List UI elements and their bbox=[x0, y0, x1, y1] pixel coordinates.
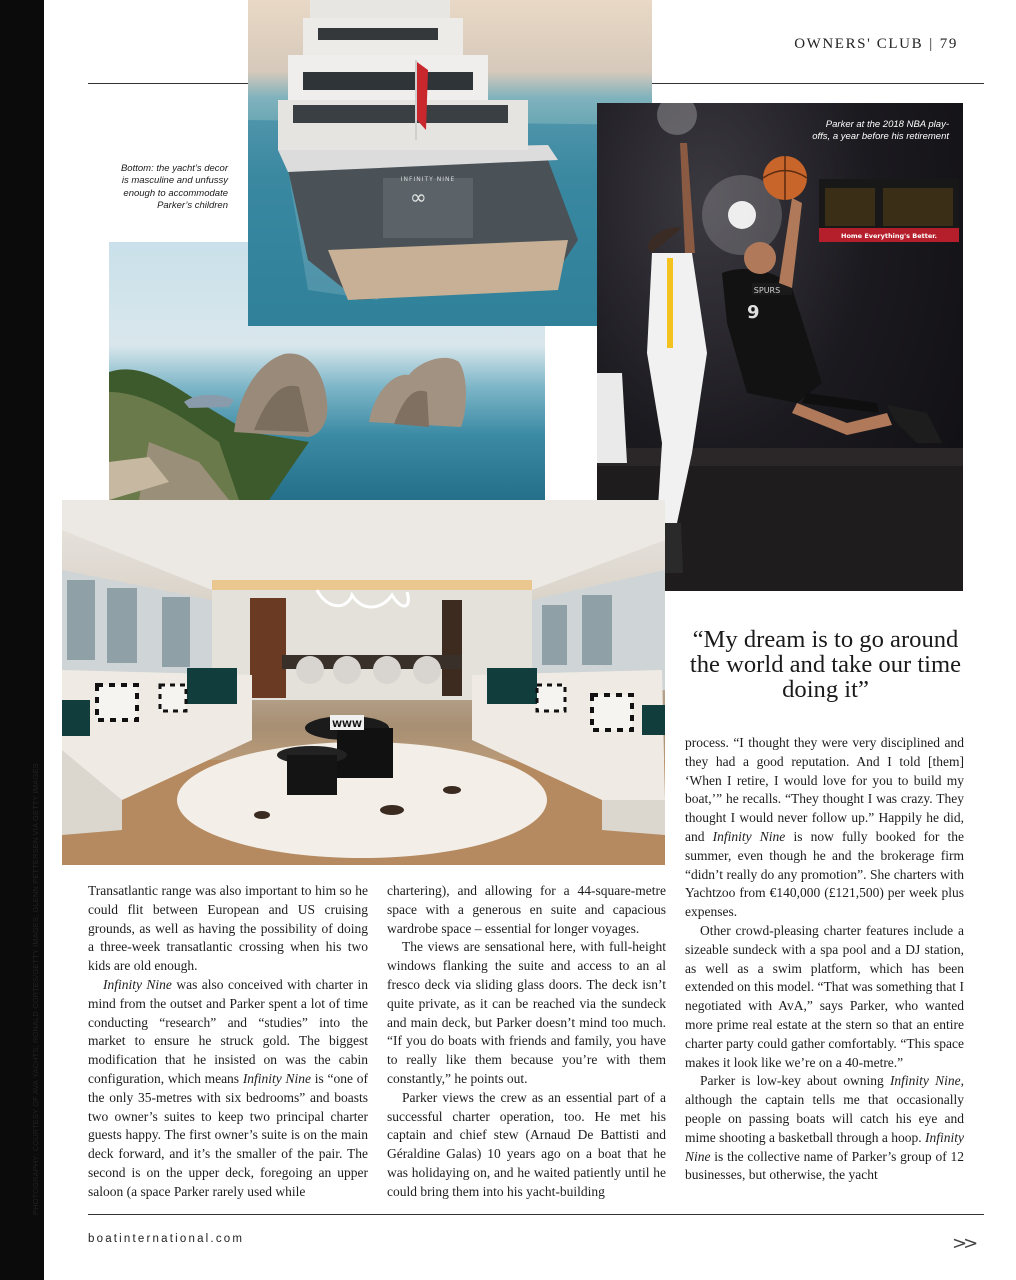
italic-yacht-name: Infinity Nine bbox=[685, 1129, 964, 1164]
page-number: 79 bbox=[939, 36, 958, 52]
footer-website: boatinternational.com bbox=[88, 1233, 245, 1245]
paragraph-text: , although the captain tells me that occasionally people on passing boats will catch his eye and mime shooting a basketball through a hoop. bbox=[685, 1073, 964, 1145]
yacht-photo bbox=[248, 0, 652, 326]
scoreboard-banner: Home Everything's Better. bbox=[841, 232, 937, 240]
paragraph: Transatlantic range was also important to him so he could flit between European and US cruising grounds, as well as having the possibility of doing a three-week transatlantic crossing when his two kids are old enough. bbox=[88, 883, 368, 974]
paragraph-text: is “one of the only 35-metres with six bedrooms” and boasts two owner’s suites to keep two principal charter guests happy. The first owner’s suite is on the main deck forward, and it’s the smaller of the pair. The second is on the upper deck, foregoing an upper saloon (a space Parker rarely used while bbox=[88, 1070, 368, 1199]
paragraph-text: is the collective name of Parker’s group of 12 businesses, but otherwise, the yacht bbox=[685, 1148, 964, 1183]
caption-nba: Parker at the 2018 NBA play-offs, a year before his retirement bbox=[812, 119, 949, 143]
infinity-logo-icon: ∞ bbox=[410, 185, 427, 209]
paragraph bbox=[685, 1072, 964, 1185]
page-header bbox=[794, 36, 958, 53]
paragraph-text: Parker is low-key about owning bbox=[700, 1073, 890, 1089]
caption-bottom: Bottom: the yacht’s decor is masculine and unfussy enough to accommodate Parker’s children bbox=[120, 163, 228, 211]
paragraph bbox=[685, 734, 964, 922]
paragraph-text: process. “I thought they were very disciplined and they had a good reputation. And I told [them] ‘When I retire, I would love for you to build my boat,’” he recalls. “They thought I was crazy. They thought I would never follow up.” Happily he did, and bbox=[685, 735, 964, 844]
paragraph-text: was also conceived with charter in mind from the outset and Parker spent a lot of time conducting “research” and “studies” into the market to ensure he struck gold. The biggest modification that he insisted on was the cabin configuration, which means bbox=[88, 976, 368, 1086]
italic-yacht-name: Infinity Nine bbox=[889, 1073, 961, 1089]
body-column-3 bbox=[685, 734, 964, 1185]
paragraph: The views are sensational here, with full-height windows flanking the suite and access to an al fresco deck via sliding glass doors. The deck isn’t quite private, as it can be reached via the sundeck and main deck, but Parker doesn’t mind too much. “If you do boats with friends and family, you have to really like them because you’re with them constantly,” he points out. bbox=[387, 939, 666, 1086]
table-box-lettering: WWW bbox=[332, 720, 362, 730]
body-column-1 bbox=[88, 882, 368, 1202]
jersey-number: 9 bbox=[747, 302, 760, 323]
section-title: OWNERS' CLUB bbox=[794, 36, 924, 52]
paragraph bbox=[88, 976, 368, 1202]
paragraph: Other crowd-pleasing charter features include a sizeable sundeck with a spa pool and a DJ station, as well as a swim platform, which has been extended on this model. “That was something that I negotiated with AvA,” says Parker, who wanted more prime real estate at the stern so that an entire charter party could gather comfortably. “This space makes it look like we’re on a 40-metre.” bbox=[685, 922, 964, 1070]
paragraph: chartering), and allowing for a 44-square-metre space with a generous en suite and capacious wardrobe space – essential for longer voyages. bbox=[387, 883, 666, 936]
jersey-lettering: SPURS bbox=[753, 286, 781, 295]
italic-yacht-name: Infinity Nine bbox=[712, 828, 786, 844]
stern-lettering: INFINITY NINE bbox=[400, 176, 456, 183]
footer-rule bbox=[88, 1214, 984, 1215]
body-column-2 bbox=[387, 882, 666, 1202]
pull-quote: “My dream is to go around the world and take our time doing it” bbox=[689, 626, 962, 703]
italic-yacht-name: Infinity Nine bbox=[242, 1070, 312, 1086]
photo-credit: PHOTOGRAPHY: COURTESY OF AVA YACHTS; RONALD CORTES/GETTY IMAGES; GLENN PETTERSEN VIA GETTY IMAGES bbox=[31, 763, 40, 1215]
paragraph-text: is now fully booked for the summer, even though he and the brokerage firm “didn’t really do any promotion”. She charters with Yachtzoo from €140,000 (£121,500) per week plus expenses. bbox=[685, 828, 964, 920]
interior-photo bbox=[62, 500, 665, 865]
header-separator: | bbox=[929, 36, 934, 52]
next-page-arrows-icon: >> bbox=[952, 1233, 975, 1254]
italic-yacht-name: Infinity Nine bbox=[103, 976, 172, 992]
paragraph: Parker views the crew as an essential part of a successful charter operation, too. He met his captain and chief stew (Arnaud De Battisti and Géraldine Galas) 10 years ago on a boat that he was holidaying on, and he waited patiently until he could bring them into his yacht-building bbox=[387, 1089, 666, 1199]
